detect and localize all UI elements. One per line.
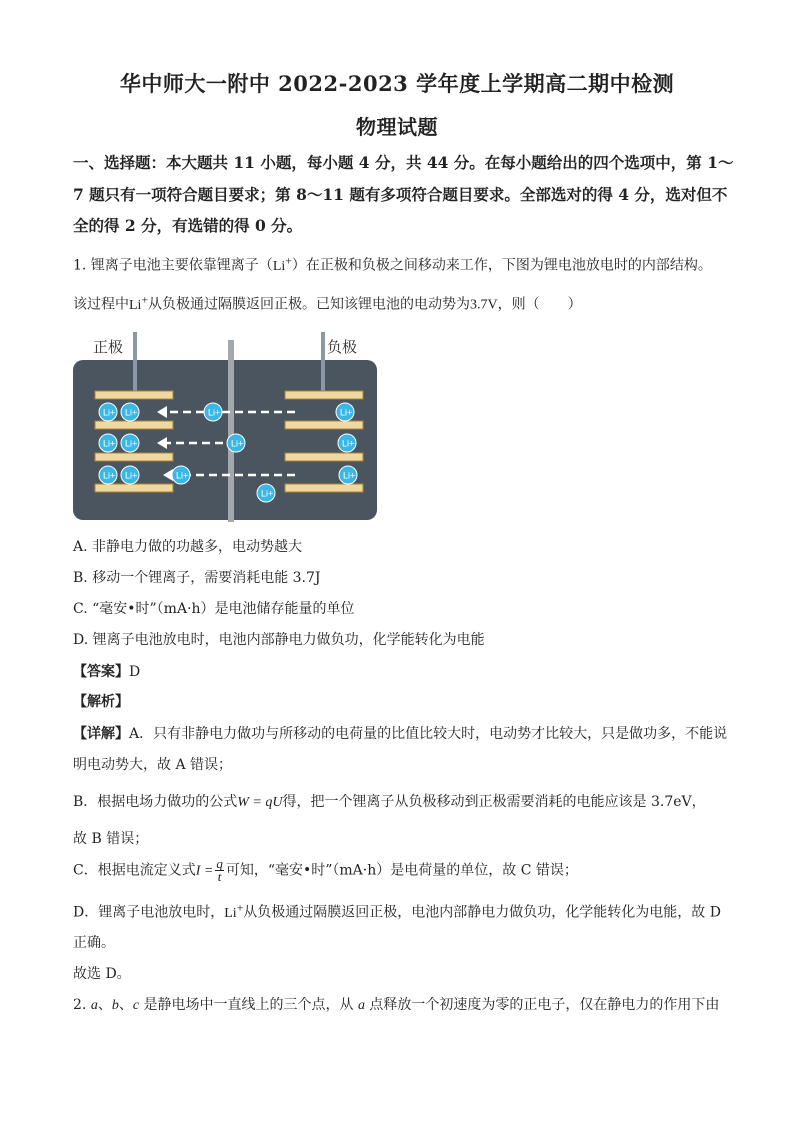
li-charge-2: + [141,293,149,306]
current-fraction [215,858,224,883]
li-ion-symbol-2 [129,293,149,313]
q1-stem2-text-2: 从负极通过隔膜返回正极。已知该锂电池的电动势为 [148,296,471,313]
separator: 、 [97,997,112,1013]
option-b: B. 移动一个锂离子，需要消耗电能 3.7J [73,570,321,586]
question-1-stem-line-1 [73,254,724,275]
conclusion: 故选 D。 [73,966,131,982]
page-subtitle: 物理试题 [356,115,438,139]
detail-d-line-1 [73,901,724,922]
point-b: b [111,998,119,1013]
emf-value: 3.7V [470,297,498,313]
negative-electrode-label: 负极 [327,338,358,356]
q1-stem-text: 1. 锂离子电池主要依靠锂离子（ [73,257,273,274]
positive-plate [95,484,173,492]
detail-b-pre: B．根据电场力做功的公式 [73,794,238,810]
positive-plate [95,453,173,461]
detail-tag: 【详解】 [73,726,129,742]
detail-d-post: 从负极通过隔膜返回正极，电池内部静电力做负功，化学能转化为电能，故 D [243,904,721,921]
work-formula: W = qU [237,795,283,810]
lithium-ion-label: Li+ [125,407,138,418]
lithium-ion-label: Li+ [340,407,353,418]
lithium-battery-diagram [73,332,378,522]
option-c: C. “毫安•时”（mA·h）是电池储存能量的单位 [73,601,355,617]
lithium-ion-label: Li+ [103,407,116,418]
lithium-ion-label: Li+ [125,470,138,481]
detail-a-text: A．只有非静电力做功与所移动的电荷量的比值比较大时，电动势才比较大，只是做功多，不能说 [129,726,728,742]
positive-plate [95,391,173,399]
positive-plate [95,421,173,429]
lithium-ion-label: Li+ [208,407,221,418]
separator: 、 [118,997,133,1013]
q2-text: 是静电场中一直线上的三个点，从 [139,997,358,1013]
negative-plate [285,484,363,492]
answer-tag: 【答案】 [73,664,129,680]
lithium-ion-label: Li+ [103,438,116,449]
detail-c-line [73,858,724,883]
negative-plate [285,421,363,429]
detail-c-post: 可知，“毫安•时”（mA·h）是电荷量的单位，故 C 错误； [225,862,578,879]
q1-stem2-text-3: ，则（ ） [497,296,582,313]
q2-text-2: 点释放一个初速度为零的正电子，仅在静电力的作用下由 [364,997,720,1013]
lithium-ion-label: Li+ [125,438,138,449]
question-2-stem [73,994,724,1014]
negative-terminal-rod [321,332,325,394]
fraction-denominator: t [217,869,222,884]
separator-membrane [228,340,234,522]
current-symbol: I = [195,863,214,879]
detail-c-pre: C．根据电流定义式 [73,862,196,879]
option-a: A. 非静电力做的功越多，电动势越大 [73,539,303,555]
lithium-ion-label: Li+ [103,470,116,481]
option-d: D. 锂离子电池放电时，电池内部静电力做负功，化学能转化为电能 [73,632,485,648]
li-ion-symbol-3 [224,901,244,921]
section-instructions-line-2: 7 题只有一项符合题目要求；第 8～11 题有多项符合题目要求。全部选对的得 4 分，选对但不 [73,185,728,204]
detail-b-line-1 [73,791,724,811]
lithium-ion-label: Li+ [176,470,189,481]
lithium-ion-label: Li+ [342,438,355,449]
li-text-3: Li [224,905,237,921]
negative-plate [285,453,363,461]
section-instructions-line-1: 一、选择题：本大题共 11 小题，每小题 4 分，共 44 分。在每小题给出的四个选项中，第 1～ [73,153,734,172]
analysis-tag: 【解析】 [73,694,129,710]
detail-d-pre: D．锂离子电池放电时， [73,904,225,921]
answer-value: D [129,664,141,680]
li-text-2: Li [129,297,142,313]
q2-number: 2. [73,997,91,1013]
lithium-ion-label: Li+ [261,488,274,499]
li-charge-3: + [236,901,244,914]
question-1-stem-line-2 [73,293,724,314]
lithium-ion-label: Li+ [343,470,356,481]
li-charge: + [285,254,292,267]
detail-d-line-2: 正确。 [73,935,115,951]
battery-case [73,360,377,520]
positive-terminal-rod [133,332,137,394]
point-a-ref: a [357,998,365,1013]
detail-a-line-1 [73,723,728,743]
li-ion-symbol [272,254,292,274]
answer-line [73,661,724,681]
q1-stem-text-2: ）在正极和负极之间移动来工作，下图为锂电池放电时的内部结构。 [291,257,712,274]
positive-electrode-label: 正极 [93,338,124,356]
negative-plate [285,391,363,399]
fraction-numerator: q [216,856,223,871]
detail-b-post: 得，把一个锂离子从负极移动到正极需要消耗的电能应该是 3.7eV， [282,794,706,810]
li-text: Li [272,258,286,274]
detail-b-line-2: 故 B 错误； [73,831,149,847]
section-instructions-line-3: 全的得 2 分，有选错的得 0 分。 [73,216,303,235]
point-a: a [90,998,98,1013]
lithium-ion-label: Li+ [231,438,244,449]
page-title: 华中师大一附中 2022-2023 学年度上学期高二期中检测 [119,71,675,96]
point-c: c [132,998,140,1013]
detail-a-line-2: 明电动势大，故 A 错误； [73,757,233,773]
q1-stem2-text: 该过程中 [73,296,129,313]
